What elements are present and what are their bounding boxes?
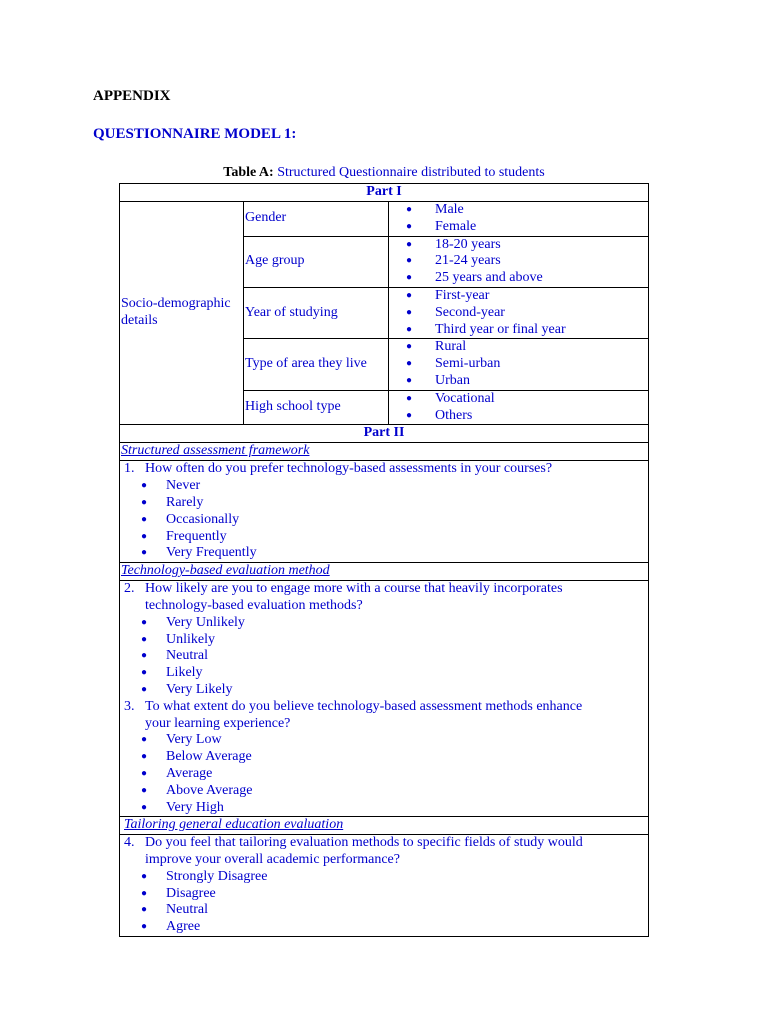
option-item: ● Neutral xyxy=(121,902,647,919)
option-item: ● Disagree xyxy=(121,886,647,903)
caption-text: Structured Questionnaire distributed to students xyxy=(277,165,545,180)
field-label: Year of studying xyxy=(244,287,389,338)
field-label: Age group xyxy=(244,236,389,287)
question-block xyxy=(120,581,649,817)
option-item: ● Rural xyxy=(390,339,647,356)
option-item: ● Below Average xyxy=(121,749,647,766)
question-line: your learning experience? xyxy=(145,715,291,731)
question-line: How often do you prefer technology-based assessments in your courses? xyxy=(145,461,553,477)
option-item: ● 25 years and above xyxy=(390,270,647,287)
option-item: ● Agree xyxy=(121,919,647,936)
option-item: ● Average xyxy=(121,766,647,783)
option-item: ● Likely xyxy=(121,665,647,682)
option-item: ● Neutral xyxy=(121,648,647,665)
field-options xyxy=(389,339,649,390)
option-item: ● Very Frequently xyxy=(121,545,647,562)
option-item: ● Unlikely xyxy=(121,632,647,649)
question-text xyxy=(121,835,647,869)
question-block xyxy=(120,835,649,937)
option-item: ● Others xyxy=(390,408,647,425)
socio-demographic-label: Socio-demographic details xyxy=(120,202,244,425)
section-title: Technology-based evaluation method xyxy=(120,563,649,581)
field-options xyxy=(389,236,649,287)
option-item: ● Urban xyxy=(390,373,647,390)
option-item: ● Frequently xyxy=(121,529,647,546)
option-item: ● Strongly Disagree xyxy=(121,869,647,886)
question-text xyxy=(121,461,647,478)
option-item: ● 21-24 years xyxy=(390,253,647,270)
field-options xyxy=(389,287,649,338)
part-1-header: Part I xyxy=(120,184,649,202)
option-item: ● Very Unlikely xyxy=(121,615,647,632)
option-item: ● Male xyxy=(390,202,647,219)
option-item: ● Very Likely xyxy=(121,682,647,699)
option-item: ● Vocational xyxy=(390,391,647,408)
option-item: ● Second-year xyxy=(390,305,647,322)
part-2-header: Part II xyxy=(120,425,649,443)
field-label: Gender xyxy=(244,202,389,237)
question-number: 2. xyxy=(124,581,135,597)
field-options xyxy=(389,390,649,425)
questionnaire-model-title: QUESTIONNAIRE MODEL 1: xyxy=(93,126,297,142)
field-options xyxy=(389,202,649,237)
option-item: ● Third year or final year xyxy=(390,322,647,339)
option-item: ● Above Average xyxy=(121,783,647,800)
option-item: ● Very Low xyxy=(121,732,647,749)
question-number: 4. xyxy=(124,835,135,851)
question-line: technology-based evaluation methods? xyxy=(145,597,363,613)
question-line: To what extent do you believe technology-based assessment methods enhance xyxy=(145,698,583,714)
question-block xyxy=(120,461,649,563)
question-text xyxy=(121,581,647,615)
option-item: ● Very High xyxy=(121,800,647,817)
option-item: ● Occasionally xyxy=(121,512,647,529)
field-label: Type of area they live xyxy=(244,339,389,390)
question-line: How likely are you to engage more with a course that heavily incorporates xyxy=(145,581,563,597)
section-title: Structured assessment framework xyxy=(120,443,649,461)
questionnaire-table xyxy=(119,183,649,937)
section-title: Tailoring general education evaluation xyxy=(120,817,649,835)
option-item: ● 18-20 years xyxy=(390,237,647,254)
option-item: ● Semi-urban xyxy=(390,356,647,373)
table-caption xyxy=(0,165,768,181)
question-line: improve your overall academic performance? xyxy=(145,852,400,868)
caption-label: Table A: xyxy=(223,165,274,180)
question-line: Do you feel that tailoring evaluation methods to specific fields of study would xyxy=(145,835,583,851)
option-item: ● Female xyxy=(390,219,647,236)
field-label: High school type xyxy=(244,390,389,425)
question-number: 3. xyxy=(124,698,135,714)
option-item: ● Rarely xyxy=(121,495,647,512)
option-item: ● First-year xyxy=(390,288,647,305)
question-text xyxy=(121,699,647,733)
appendix-title: APPENDIX xyxy=(93,88,171,104)
option-item: ● Never xyxy=(121,478,647,495)
question-number: 1. xyxy=(124,461,135,477)
